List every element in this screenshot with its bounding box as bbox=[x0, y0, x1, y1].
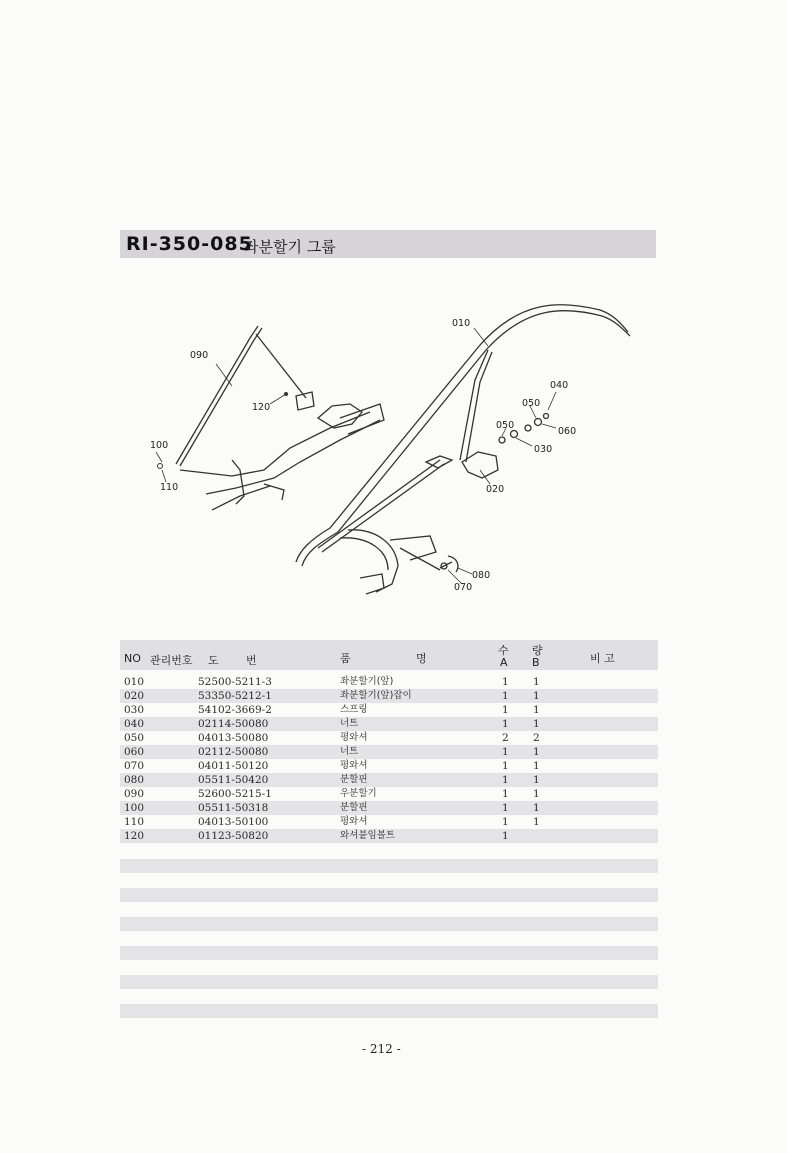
col-no: NO bbox=[124, 652, 141, 665]
col-drawing-2: 번 bbox=[246, 654, 257, 667]
row-qty-b: 1 bbox=[533, 802, 540, 814]
row-part-number: 04013-50080 bbox=[198, 732, 269, 744]
row-no: 030 bbox=[124, 704, 145, 716]
callout-100: 100 bbox=[150, 440, 169, 451]
table-row bbox=[120, 675, 658, 689]
row-qty-b: 1 bbox=[533, 760, 540, 772]
row-part-number: 02112-50080 bbox=[198, 746, 269, 758]
callout-labels bbox=[150, 318, 576, 593]
row-part-name: 우분할기 bbox=[340, 788, 377, 799]
row-qty-a: 1 bbox=[502, 760, 509, 772]
empty-row-band bbox=[120, 859, 658, 873]
row-part-name: 분할핀 bbox=[340, 802, 368, 813]
row-part-name: 좌분할기(앞)잡이 bbox=[340, 690, 412, 701]
row-qty-b: 1 bbox=[533, 788, 540, 800]
row-part-name: 평와셔 bbox=[340, 760, 368, 771]
row-qty-a: 1 bbox=[502, 788, 509, 800]
col-qty-2: 량 bbox=[532, 644, 543, 657]
row-no: 060 bbox=[124, 746, 145, 758]
row-qty-a: 1 bbox=[502, 830, 509, 842]
row-part-number: 05511-50318 bbox=[198, 802, 269, 814]
row-qty-a: 1 bbox=[502, 774, 509, 786]
callout-110: 110 bbox=[160, 482, 179, 493]
row-part-number: 54102-3669-2 bbox=[198, 704, 272, 716]
table-row bbox=[120, 703, 658, 717]
col-name-1: 품 bbox=[340, 652, 351, 665]
callout-060: 060 bbox=[558, 426, 577, 437]
row-part-number: 52600-5215-1 bbox=[198, 788, 272, 800]
callout-120: 120 bbox=[252, 402, 271, 413]
table-row bbox=[120, 689, 658, 703]
row-qty-b: 1 bbox=[533, 774, 540, 786]
table-row bbox=[120, 717, 658, 731]
callout-080: 080 bbox=[472, 570, 491, 581]
row-qty-a: 2 bbox=[502, 732, 509, 744]
callout-050a: 050 bbox=[522, 398, 541, 409]
row-part-name: 분할핀 bbox=[340, 774, 368, 785]
row-part-name: 스프링 bbox=[340, 704, 368, 715]
row-qty-b: 1 bbox=[533, 746, 540, 758]
table-row bbox=[120, 731, 658, 745]
empty-row-band bbox=[120, 975, 658, 989]
row-part-name: 평와셔 bbox=[340, 732, 368, 743]
row-part-name: 너트 bbox=[340, 746, 359, 757]
col-qty-a: A bbox=[500, 656, 508, 669]
row-no: 040 bbox=[124, 718, 145, 730]
empty-row-band bbox=[120, 1004, 658, 1018]
table-row bbox=[120, 829, 658, 843]
page-number: - 212 - bbox=[362, 1042, 401, 1056]
row-qty-b: 1 bbox=[533, 704, 540, 716]
col-remark: 비 고 bbox=[590, 652, 615, 665]
table-row bbox=[120, 773, 658, 787]
row-qty-a: 1 bbox=[502, 718, 509, 730]
row-part-number: 02114-50080 bbox=[198, 718, 269, 730]
row-part-number: 53350-5212-1 bbox=[198, 690, 272, 702]
row-no: 110 bbox=[124, 816, 145, 828]
table-row bbox=[120, 759, 658, 773]
table-row bbox=[120, 801, 658, 815]
col-qty-b: B bbox=[532, 656, 540, 669]
row-no: 100 bbox=[124, 802, 145, 814]
row-qty-a: 1 bbox=[502, 816, 509, 828]
row-qty-a: 1 bbox=[502, 690, 509, 702]
empty-row-band bbox=[120, 917, 658, 931]
row-qty-b: 1 bbox=[533, 816, 540, 828]
row-part-number: 04011-50120 bbox=[198, 760, 269, 772]
row-part-number: 04013-50100 bbox=[198, 816, 269, 828]
callout-040: 040 bbox=[550, 380, 569, 391]
row-qty-b: 1 bbox=[533, 676, 540, 688]
callout-030: 030 bbox=[534, 444, 553, 455]
callout-090: 090 bbox=[190, 350, 209, 361]
row-no: 010 bbox=[124, 676, 145, 688]
col-drawing-1: 도 bbox=[208, 654, 219, 667]
row-no: 120 bbox=[124, 830, 145, 842]
row-part-number: 52500-5211-3 bbox=[198, 676, 272, 688]
callout-010: 010 bbox=[452, 318, 471, 329]
callout-020: 020 bbox=[486, 484, 505, 495]
col-qty-1: 수 bbox=[498, 644, 509, 657]
row-no: 090 bbox=[124, 788, 145, 800]
col-mgmt: 관리번호 bbox=[150, 654, 193, 667]
row-no: 020 bbox=[124, 690, 145, 702]
row-part-number: 05511-50420 bbox=[198, 774, 269, 786]
empty-row-band bbox=[120, 946, 658, 960]
row-qty-a: 1 bbox=[502, 802, 509, 814]
row-qty-a: 1 bbox=[502, 704, 509, 716]
callout-070: 070 bbox=[454, 582, 473, 593]
row-part-name: 너트 bbox=[340, 718, 359, 729]
row-no: 080 bbox=[124, 774, 145, 786]
col-name-2: 명 bbox=[416, 652, 427, 665]
row-part-name: 좌분할기(앞) bbox=[340, 676, 394, 687]
row-qty-a: 1 bbox=[502, 676, 509, 688]
empty-row-band bbox=[120, 888, 658, 902]
row-no: 050 bbox=[124, 732, 145, 744]
table-header bbox=[120, 640, 658, 670]
table-row bbox=[120, 815, 658, 829]
row-qty-b: 1 bbox=[533, 690, 540, 702]
row-qty-b: 1 bbox=[533, 718, 540, 730]
row-part-name: 와셔붙임볼트 bbox=[340, 830, 396, 841]
table-row bbox=[120, 745, 658, 759]
row-qty-a: 1 bbox=[502, 746, 509, 758]
row-part-name: 평와셔 bbox=[340, 816, 368, 827]
group-name: 좌분할기 그룹 bbox=[244, 238, 336, 256]
group-code: RI-350-085 bbox=[126, 233, 253, 255]
table-row bbox=[120, 787, 658, 801]
row-part-number: 01123-50820 bbox=[198, 830, 269, 842]
row-qty-b: 2 bbox=[533, 732, 540, 744]
callout-050b: 050 bbox=[496, 420, 515, 431]
row-no: 070 bbox=[124, 760, 145, 772]
